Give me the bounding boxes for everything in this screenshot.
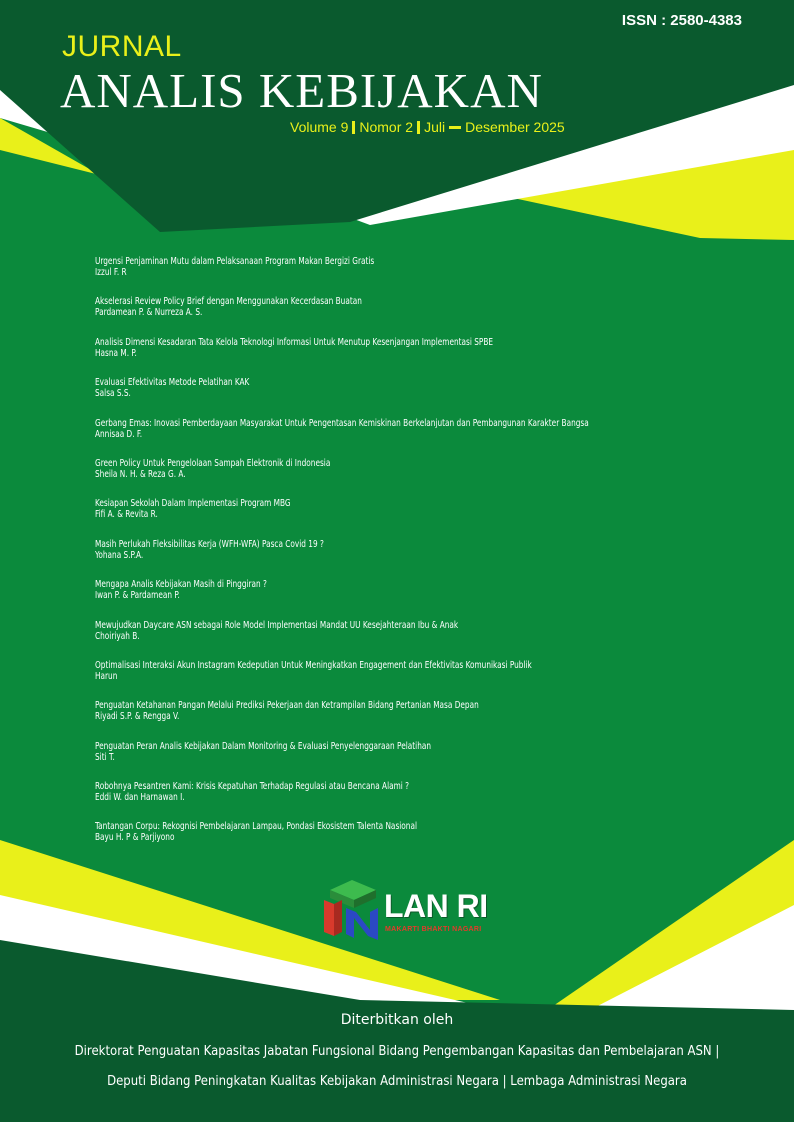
article-item — [95, 579, 628, 619]
article-authors: Choiriyah B. — [95, 630, 140, 642]
article-item — [95, 781, 628, 821]
article-item — [95, 337, 628, 377]
article-title: Green Policy Untuk Pengelolaan Sampah Elektronik di Indonesia — [95, 457, 331, 469]
article-title: Robohnya Pesantren Kami: Krisis Kepatuhan Terhadap Regulasi atau Bencana Alami ? — [95, 781, 410, 793]
article-authors: Iwan P. & Pardamean P. — [95, 590, 180, 602]
article-authors: Hasna M. P. — [95, 347, 137, 359]
article-authors: Sheila N. H. & Reza G. A. — [95, 468, 186, 480]
article-item — [95, 700, 628, 740]
journal-title: ANALIS KEBIJAKAN — [60, 63, 543, 118]
article-title: Akselerasi Review Policy Brief dengan Menggunakan Kecerdasan Buatan — [95, 296, 362, 308]
article-item — [95, 256, 628, 296]
article-authors: Annisaa D. F. — [95, 428, 143, 440]
article-item — [95, 498, 628, 538]
article-item — [95, 418, 628, 458]
article-item — [95, 539, 628, 579]
journal-label: JURNAL — [62, 30, 182, 63]
article-authors: Fifi A. & Revita R. — [95, 509, 158, 521]
article-authors: Riyadi S.P. & Rengga V. — [95, 711, 180, 723]
article-title: Tantangan Corpu: Rekognisi Pembelajaran Lampau, Pondasi Ekosistem Talenta Nasional — [95, 821, 418, 833]
publisher-line-2: Deputi Bidang Peningkatan Kualitas Kebijakan Administrasi Negara | Lembaga Administrasi Negara — [107, 1074, 687, 1089]
article-title: Penguatan Ketahanan Pangan Melalui Prediksi Pekerjaan dan Ketrampilan Bidang Pertanian Masa Depan — [95, 700, 479, 712]
article-title: Gerbang Emas: Inovasi Pemberdayaan Masyarakat Untuk Pengentasan Kemiskinan Berkelanjutan dan Pembangunan Karakter Bangsa — [95, 417, 589, 429]
publisher-label: Diterbitkan oleh — [340, 1012, 454, 1028]
article-title: Urgensi Penjaminan Mutu dalam Pelaksanaan Program Makan Bergizi Gratis — [95, 256, 375, 267]
article-item — [95, 821, 628, 861]
article-title: Penguatan Peran Analis Kebijakan Dalam Monitoring & Evaluasi Penyelenggaraan Pelatihan — [95, 740, 432, 752]
dash — [449, 126, 461, 129]
period-end: Desember 2025 — [465, 119, 565, 135]
article-item — [95, 296, 628, 336]
article-title: Optimalisasi Interaksi Akun Instagram Kedeputian Untuk Meningkatkan Engagement dan Efektivitas Komunikasi Publik — [95, 659, 532, 671]
issn: ISSN : 2580-4383 — [621, 12, 742, 29]
article-item — [95, 377, 628, 417]
period-start: Juli — [424, 119, 446, 135]
article-title: Mewujudkan Daycare ASN sebagai Role Model Implementasi Mandat UU Kesejahteraan Ibu & Anak — [95, 619, 459, 631]
logo-tagline: MAKARTI BHAKTI NAGARI — [385, 926, 482, 933]
article-authors: Salsa S.S. — [95, 388, 131, 400]
article-item — [95, 458, 628, 498]
article-authors: Pardamean P. & Nurreza A. S. — [95, 307, 203, 319]
article-authors: Siti T. — [95, 751, 115, 763]
article-authors: Bayu H. P & Parjiyono — [95, 832, 175, 844]
article-authors: Eddi W. dan Harnawan I. — [95, 792, 185, 804]
article-authors: Harun — [95, 670, 118, 682]
article-title: Kesiapan Sekolah Dalam Implementasi Program MBG — [95, 498, 291, 510]
publisher-line-1: Direktorat Penguatan Kapasitas Jabatan Fungsional Bidang Pengembangan Kapasitas dan Pembelajaran ASN | — [74, 1044, 720, 1059]
number: Nomor 2 — [359, 119, 414, 135]
article-title: Mengapa Analis Kebijakan Masih di Pinggiran ? — [95, 579, 267, 591]
article-title: Masih Perlukah Fleksibilitas Kerja (WFH-WFA) Pasca Covid 19 ? — [95, 538, 324, 550]
article-title: Evaluasi Efektivitas Metode Pelatihan KAK — [95, 377, 250, 389]
article-item — [95, 741, 628, 781]
article-authors: Izzul F. R — [95, 267, 127, 278]
article-item — [95, 660, 628, 700]
article-item — [95, 620, 628, 660]
article-title: Analisis Dimensi Kesadaran Tata Kelola Teknologi Informasi Untuk Menutup Kesenjangan Implementasi SPBE — [95, 336, 494, 348]
article-list — [95, 256, 715, 862]
volume: Volume 9 — [290, 119, 349, 135]
separator — [352, 121, 355, 134]
logo-name: LAN RI — [384, 888, 488, 924]
separator — [417, 121, 420, 134]
volume-line — [290, 119, 565, 135]
article-authors: Yohana S.P.A. — [95, 549, 144, 561]
